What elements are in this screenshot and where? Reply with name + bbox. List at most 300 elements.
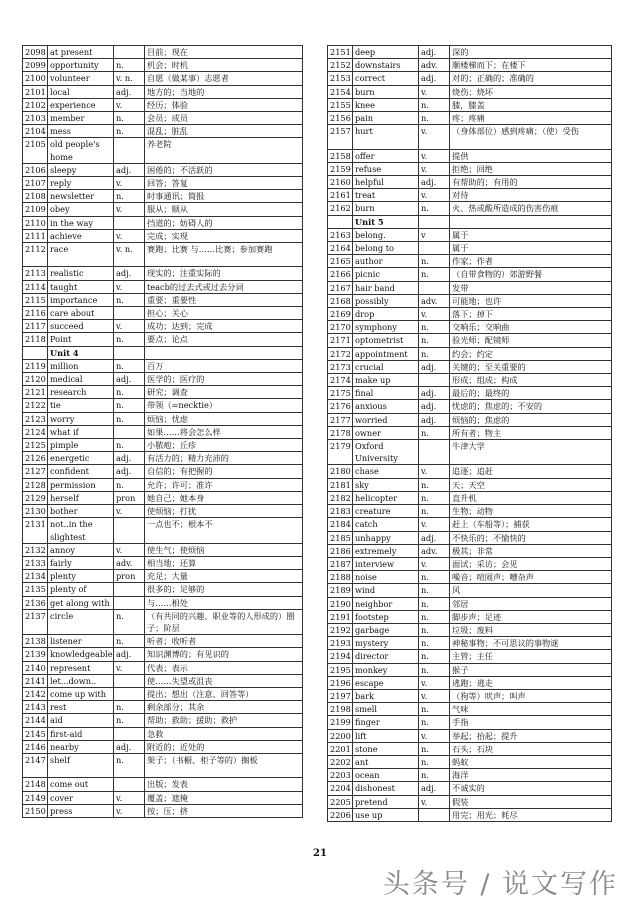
entry-word: not..in the slightest	[48, 518, 114, 543]
vocab-row	[23, 518, 303, 543]
entry-word: belong.	[353, 228, 419, 241]
entry-pos: adj.	[114, 373, 145, 386]
vocab-row	[328, 294, 612, 307]
vocab-row	[328, 400, 612, 413]
entry-number: 2163	[328, 228, 353, 241]
entry-pos: n.	[419, 584, 450, 597]
entry-meaning: 对待	[450, 189, 612, 202]
entry-number: 2117	[23, 320, 48, 333]
vocab-row	[23, 648, 303, 661]
vocab-row	[23, 163, 303, 176]
entry-number: 2193	[328, 637, 353, 650]
vocab-row	[23, 465, 303, 478]
entry-number: 2169	[328, 308, 353, 321]
entry-word: extremely	[353, 544, 419, 557]
entry-pos: n.	[114, 753, 145, 777]
vocab-row	[328, 465, 612, 478]
entry-meaning: 牛津大学	[450, 440, 612, 465]
entry-word: neighbor	[353, 597, 419, 610]
vocab-row	[23, 320, 303, 333]
entry-pos: n.	[114, 439, 145, 452]
entry-pos: v.	[419, 689, 450, 702]
entry-pos: v.	[419, 308, 450, 321]
entry-pos: v.	[114, 543, 145, 556]
vocab-row	[23, 687, 303, 700]
entry-number: 2148	[23, 778, 48, 791]
entry-word: worry	[48, 412, 114, 425]
entry-meaning: 忧虑的；焦虑的；不安的	[450, 400, 612, 413]
entry-word: shelf	[48, 753, 114, 777]
entry-meaning: 完成；实现	[145, 229, 303, 242]
entry-meaning: 赶上（车船等）；捕获	[450, 518, 612, 531]
entry-word: at present	[48, 46, 114, 59]
entry-number: 2106	[23, 163, 48, 176]
entry-number: 2101	[23, 85, 48, 98]
entry-pos: n.	[419, 255, 450, 268]
entry-number: 2173	[328, 360, 353, 373]
entry-pos: adj.	[419, 387, 450, 400]
vocab-row	[328, 650, 612, 663]
entry-pos	[114, 687, 145, 700]
entry-meaning: 与……相处	[145, 596, 303, 609]
unit-header-row	[328, 215, 612, 228]
entry-number: 2183	[328, 505, 353, 518]
entry-number: 2146	[23, 740, 48, 753]
entry-pos: adv.	[114, 556, 145, 569]
entry-number: 2112	[23, 243, 48, 267]
entry-meaning: 困倦的；不活跃的	[145, 163, 303, 176]
entry-number: 2177	[328, 413, 353, 426]
entry-meaning: 交响乐；交响曲	[450, 321, 612, 334]
entry-number: 2180	[328, 465, 353, 478]
entry-number: 2154	[328, 85, 353, 98]
entry-pos: adv.	[419, 544, 450, 557]
entry-word: Unit 4	[48, 346, 114, 359]
entry-pos	[114, 727, 145, 740]
vocab-row	[23, 307, 303, 320]
entry-meaning: 对的；正确的；准确的	[450, 72, 612, 85]
entry-word: succeed	[48, 320, 114, 333]
entry-number: 2132	[23, 543, 48, 556]
entry-number: 2181	[328, 478, 353, 491]
entry-word: taught	[48, 280, 114, 293]
entry-pos: adj.	[419, 531, 450, 544]
entry-pos: n.	[419, 571, 450, 584]
entry-meaning: 帮助；救助；援助；救护	[145, 714, 303, 727]
entry-number: 2100	[23, 72, 48, 85]
entry-pos	[114, 518, 145, 543]
entry-pos: n.	[419, 637, 450, 650]
entry-meaning: 回答；答复	[145, 177, 303, 190]
entry-pos: adv.	[419, 294, 450, 307]
entry-number: 2140	[23, 661, 48, 674]
entry-meaning: 风	[450, 584, 612, 597]
entry-word: mess	[48, 125, 114, 138]
entry-meaning: 主管；主任	[450, 650, 612, 663]
vocab-row	[328, 782, 612, 795]
entry-meaning: 假装	[450, 795, 612, 808]
entry-number	[23, 346, 48, 359]
entry-pos: n.	[419, 597, 450, 610]
entry-meaning: 烦恼；忧虑	[145, 412, 303, 425]
entry-word: first-aid	[48, 727, 114, 740]
vocab-row	[328, 189, 612, 202]
entry-word: press	[48, 804, 114, 817]
entry-number: 2129	[23, 491, 48, 504]
entry-pos: adj.	[419, 46, 450, 59]
entry-pos: adj.	[114, 648, 145, 661]
vocab-row	[23, 125, 303, 138]
vocab-row	[328, 584, 612, 597]
entry-meaning: 成功；达到；完成	[145, 320, 303, 333]
vocab-row	[328, 360, 612, 373]
vocab-row	[328, 808, 612, 821]
entry-pos: n.	[114, 359, 145, 372]
entry-meaning: 现实的；注重实际的	[145, 267, 303, 280]
entry-meaning: 研究；调查	[145, 386, 303, 399]
entry-number: 2167	[328, 281, 353, 294]
entry-number: 2192	[328, 623, 353, 636]
vocab-row	[23, 203, 303, 216]
entry-number: 2105	[23, 138, 48, 163]
entry-pos: v.	[114, 280, 145, 293]
entry-number: 2144	[23, 714, 48, 727]
entry-word: plenty of	[48, 583, 114, 596]
entry-pos: v	[419, 228, 450, 241]
entry-meaning: 剩余部分；其余	[145, 701, 303, 714]
entry-meaning: 允许；许可；准许	[145, 478, 303, 491]
vocab-row	[23, 112, 303, 125]
entry-number: 2143	[23, 701, 48, 714]
entry-meaning: 自信的；有把握的	[145, 465, 303, 478]
vocab-row	[328, 571, 612, 584]
entry-word: footstep	[353, 610, 419, 623]
vocab-row	[23, 138, 303, 163]
entry-word: local	[48, 85, 114, 98]
entry-number: 2186	[328, 544, 353, 557]
entry-word: Oxford University	[353, 440, 419, 465]
entry-number: 2195	[328, 663, 353, 676]
entry-number: 2115	[23, 293, 48, 306]
entry-pos: v.	[114, 661, 145, 674]
entry-word: experience	[48, 98, 114, 111]
entry-number: 2166	[328, 268, 353, 281]
vocab-row	[328, 742, 612, 755]
entry-pos: n.	[419, 202, 450, 215]
entry-number: 2184	[328, 518, 353, 531]
entry-meaning: （自带食物的）郊游野餐	[450, 268, 612, 281]
entry-number: 2119	[23, 359, 48, 372]
entry-word: lift	[353, 729, 419, 742]
entry-word: knowledgeable	[48, 648, 114, 661]
entry-word: stone	[353, 742, 419, 755]
entry-number: 2141	[23, 674, 48, 687]
entry-meaning: 逃跑；逃走	[450, 676, 612, 689]
entry-meaning: 经历；体验	[145, 98, 303, 111]
vocab-row	[328, 729, 612, 742]
entry-number: 2158	[328, 149, 353, 162]
entry-meaning: 出版；发表	[145, 778, 303, 791]
entry-pos: adj.	[114, 163, 145, 176]
entry-meaning: 最后的；最终的	[450, 387, 612, 400]
entry-number: 2197	[328, 689, 353, 702]
vocab-row	[23, 190, 303, 203]
entry-meaning: 不诚实的	[450, 782, 612, 795]
entry-number: 2109	[23, 203, 48, 216]
entry-meaning: 烦恼的；焦虑的	[450, 413, 612, 426]
entry-meaning: teacb的过去式或过去分词	[145, 280, 303, 293]
entry-meaning: 目前；现在	[145, 46, 303, 59]
entry-meaning: 邻居	[450, 597, 612, 610]
entry-number: 2120	[23, 373, 48, 386]
entry-number: 2122	[23, 399, 48, 412]
entry-number: 2170	[328, 321, 353, 334]
vocab-row	[23, 267, 303, 280]
entry-pos: n.	[419, 347, 450, 360]
entry-pos	[114, 425, 145, 438]
entry-word: importance	[48, 293, 114, 306]
entry-number: 2187	[328, 557, 353, 570]
entry-number: 2098	[23, 46, 48, 59]
entry-number: 2145	[23, 727, 48, 740]
entry-number: 2142	[23, 687, 48, 700]
entry-meaning: 猴子	[450, 663, 612, 676]
vocab-row	[23, 478, 303, 491]
vocab-row	[23, 333, 303, 346]
entry-word: herself	[48, 491, 114, 504]
entry-word: Unit 5	[353, 215, 419, 228]
vocab-row	[328, 347, 612, 360]
entry-word: burn	[353, 85, 419, 98]
entry-pos: n.	[419, 112, 450, 125]
vocab-row	[328, 623, 612, 636]
entry-word: opportunity	[48, 59, 114, 72]
entry-number: 2179	[328, 440, 353, 465]
vocab-row	[23, 359, 303, 372]
entry-number: 2204	[328, 782, 353, 795]
entry-pos: v.	[419, 189, 450, 202]
entry-number: 2121	[23, 386, 48, 399]
entry-number: 2201	[328, 742, 353, 755]
entry-word: realistic	[48, 267, 114, 280]
entry-number: 2164	[328, 242, 353, 255]
entry-number: 2199	[328, 716, 353, 729]
entry-word: director	[353, 650, 419, 663]
entry-pos: n.	[419, 268, 450, 281]
entry-word: knee	[353, 98, 419, 111]
vocab-row	[328, 281, 612, 294]
entry-number: 2159	[328, 162, 353, 175]
entry-meaning: 代表；表示	[145, 661, 303, 674]
vocab-row	[328, 98, 612, 111]
entry-number: 2116	[23, 307, 48, 320]
entry-pos: adj.	[114, 465, 145, 478]
entry-pos: n.	[419, 623, 450, 636]
entry-number: 2138	[23, 635, 48, 648]
vocab-row	[328, 387, 612, 400]
vocab-row	[23, 556, 303, 569]
entry-pos: v.	[114, 177, 145, 190]
vocab-row	[328, 228, 612, 241]
entry-meaning: 极其；非常	[450, 544, 612, 557]
entry-number: 2135	[23, 583, 48, 596]
vocab-row	[23, 46, 303, 59]
entry-meaning: 听者；收听者	[145, 635, 303, 648]
entry-number: 2176	[328, 400, 353, 413]
entry-pos	[114, 216, 145, 229]
entry-word: old people's home	[48, 138, 114, 163]
entry-word: tie	[48, 399, 114, 412]
entry-number: 2137	[23, 609, 48, 634]
entry-pos: v.	[114, 505, 145, 518]
entry-number: 2190	[328, 597, 353, 610]
entry-pos: n.	[419, 98, 450, 111]
entry-word: symphony	[353, 321, 419, 334]
entry-word: million	[48, 359, 114, 372]
vocab-row	[23, 609, 303, 634]
entry-word: get along with	[48, 596, 114, 609]
entry-meaning: 深的	[450, 46, 612, 59]
entry-number: 2124	[23, 425, 48, 438]
entry-pos: n.	[114, 333, 145, 346]
entry-word: optometrist	[353, 334, 419, 347]
vocab-row	[328, 334, 612, 347]
entry-word: pain	[353, 112, 419, 125]
vocab-row	[328, 125, 612, 149]
entry-pos: n.	[114, 125, 145, 138]
vocab-row	[328, 755, 612, 768]
entry-number: 2161	[328, 189, 353, 202]
vocab-table-left	[22, 45, 303, 818]
entry-pos: adj.	[419, 72, 450, 85]
entry-pos: v. n.	[114, 243, 145, 267]
entry-meaning: 气味	[450, 703, 612, 716]
entry-number: 2102	[23, 98, 48, 111]
entry-number: 2128	[23, 478, 48, 491]
vocab-row	[23, 373, 303, 386]
entry-pos	[419, 808, 450, 821]
entry-word: confident	[48, 465, 114, 478]
entry-meaning: 属于	[450, 242, 612, 255]
entry-meaning: 拒绝；回绝	[450, 162, 612, 175]
entry-number: 2147	[23, 753, 48, 777]
entry-word: monkey	[353, 663, 419, 676]
entry-meaning: 百万	[145, 359, 303, 372]
entry-number: 2206	[328, 808, 353, 821]
entry-word: noise	[353, 571, 419, 584]
entry-word: Point	[48, 333, 114, 346]
entry-word: drop	[353, 308, 419, 321]
vocab-row	[328, 597, 612, 610]
entry-word: catch	[353, 518, 419, 531]
vocab-row	[328, 374, 612, 387]
vocab-row	[23, 674, 303, 687]
entry-pos: n.	[419, 650, 450, 663]
entry-meaning: 会员；成员	[145, 112, 303, 125]
entry-meaning: 混乱；脏乱	[145, 125, 303, 138]
entry-number: 2162	[328, 202, 353, 215]
entry-meaning: 充足；大量	[145, 570, 303, 583]
entry-word: correct	[353, 72, 419, 85]
entry-word: in the way	[48, 216, 114, 229]
vocab-row	[23, 661, 303, 674]
vocab-row	[23, 98, 303, 111]
entry-meaning: （狗等）吠声；叫声	[450, 689, 612, 702]
entry-pos: n.	[114, 412, 145, 425]
entry-pos	[114, 307, 145, 320]
entry-pos: n.	[419, 321, 450, 334]
entry-number: 2108	[23, 190, 48, 203]
entry-meaning: 按；压；挤	[145, 804, 303, 817]
vocab-row	[328, 769, 612, 782]
entry-word: newsletter	[48, 190, 114, 203]
entry-pos	[114, 596, 145, 609]
vocab-row	[328, 491, 612, 504]
entry-meaning: 小脓疱；丘疹	[145, 439, 303, 452]
vocab-row	[328, 676, 612, 689]
entry-meaning: 要点；论点	[145, 333, 303, 346]
entry-word: pretend	[353, 795, 419, 808]
vocab-table-right-body	[328, 46, 612, 822]
entry-meaning: 养老院	[145, 138, 303, 163]
entry-meaning: 挡道的；妨碍人的	[145, 216, 303, 229]
entry-pos: n.	[114, 190, 145, 203]
entry-pos: n.	[419, 769, 450, 782]
vocab-row	[23, 59, 303, 72]
entry-meaning: 脚步声；足迹	[450, 610, 612, 623]
entry-word: offer	[353, 149, 419, 162]
entry-meaning: 自愿（做某事）志愿者	[145, 72, 303, 85]
entry-number: 2203	[328, 769, 353, 782]
entry-word: ocean	[353, 769, 419, 782]
vocab-row	[328, 703, 612, 716]
entry-pos: adj.	[114, 740, 145, 753]
vocab-row	[23, 740, 303, 753]
entry-word: energetic	[48, 452, 114, 465]
vocab-row	[23, 386, 303, 399]
vocab-row	[328, 242, 612, 255]
entry-word: treat	[353, 189, 419, 202]
unit-header-row	[23, 346, 303, 359]
entry-word: rest	[48, 701, 114, 714]
entry-word: hurt	[353, 125, 419, 149]
entry-word: helicopter	[353, 491, 419, 504]
entry-meaning: 医学的；医疗的	[145, 373, 303, 386]
entry-word: mystery	[353, 637, 419, 650]
entry-pos	[419, 440, 450, 465]
entry-number: 2150	[23, 804, 48, 817]
entry-word: represent	[48, 661, 114, 674]
vocab-row	[23, 804, 303, 817]
entry-pos: v. n.	[114, 72, 145, 85]
entry-number: 2189	[328, 584, 353, 597]
entry-word: member	[48, 112, 114, 125]
entry-pos: n.	[419, 742, 450, 755]
entry-word: dishonest	[353, 782, 419, 795]
vocab-row	[328, 663, 612, 676]
vocab-row	[23, 293, 303, 306]
entry-meaning	[145, 346, 303, 359]
entry-number: 2157	[328, 125, 353, 149]
entry-pos	[114, 778, 145, 791]
vocab-row	[328, 531, 612, 544]
entry-pos: pron	[114, 491, 145, 504]
entry-pos: v.	[419, 85, 450, 98]
vocab-row	[23, 412, 303, 425]
entry-pos: n.	[419, 491, 450, 504]
entry-meaning: 有帮助的；有用的	[450, 176, 612, 189]
entry-meaning: 使……失望或沮丧	[145, 674, 303, 687]
